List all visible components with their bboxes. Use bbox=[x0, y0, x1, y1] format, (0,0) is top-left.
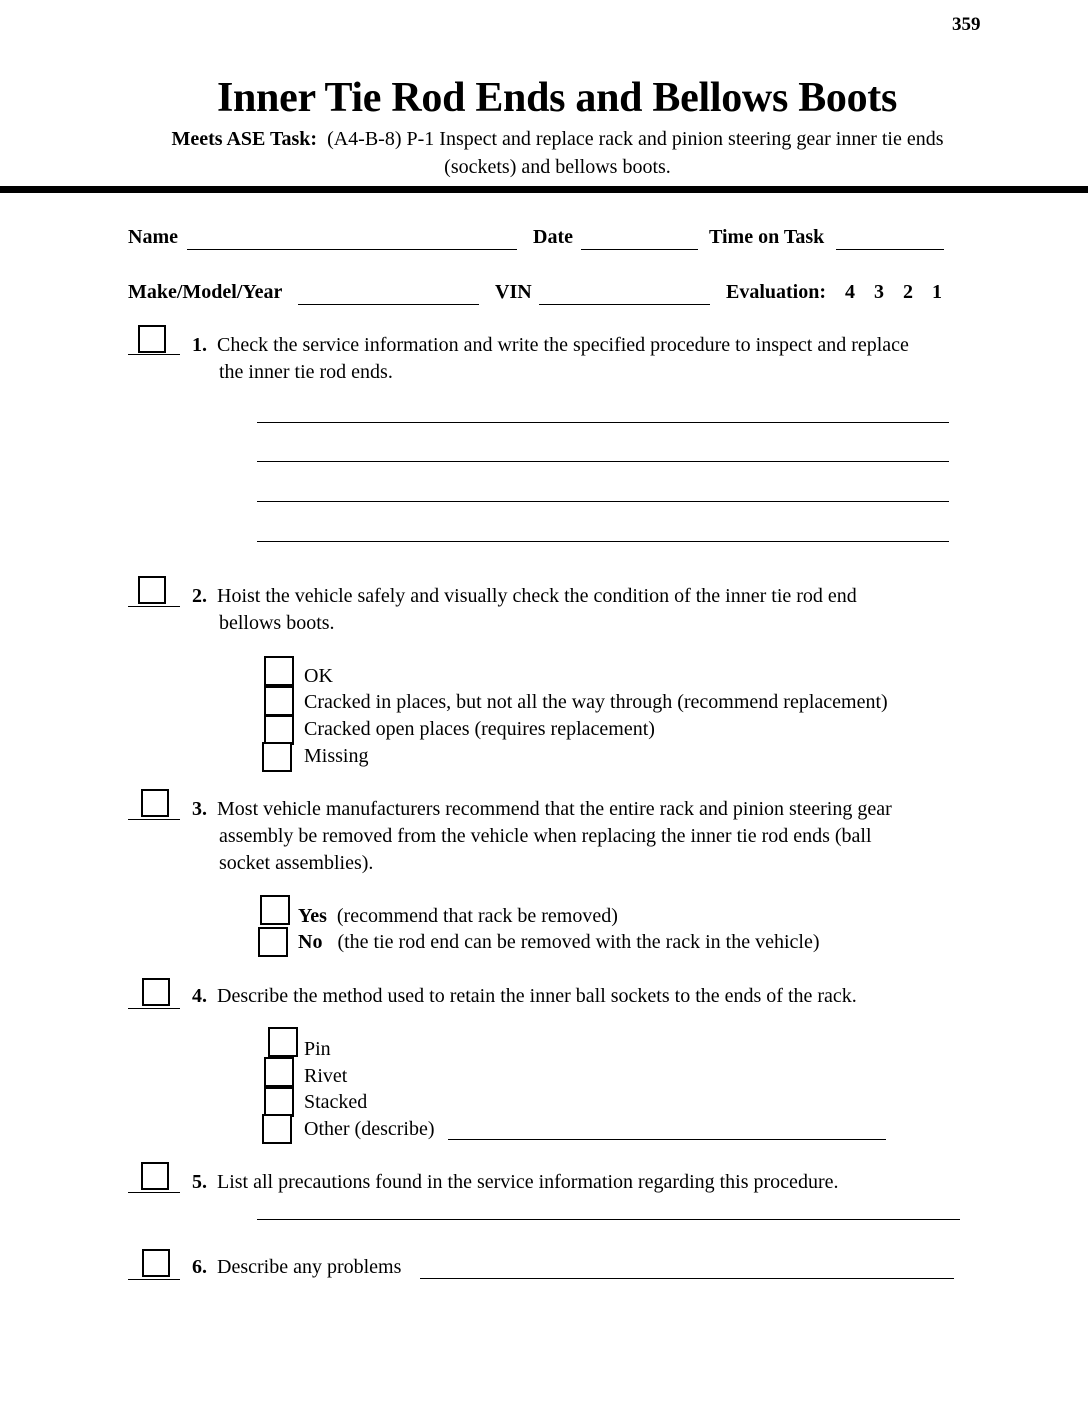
task-3-checkbox[interactable] bbox=[141, 789, 169, 817]
task-1-answer-line-4[interactable] bbox=[257, 541, 949, 542]
task-5-answer-line[interactable] bbox=[257, 1219, 960, 1220]
task-6-text bbox=[192, 1254, 401, 1281]
task-4-option-rivet-label: Rivet bbox=[304, 1065, 348, 1087]
make-model-year-label: Make/Model/Year bbox=[128, 281, 283, 303]
ase-task-description bbox=[130, 125, 985, 181]
date-field[interactable] bbox=[581, 229, 698, 250]
task-4-option-rivet-checkbox[interactable] bbox=[264, 1057, 294, 1087]
task-1-answer-line-3[interactable] bbox=[257, 501, 949, 502]
evaluation-score-3[interactable]: 3 bbox=[874, 281, 885, 303]
task-1-line1: Check the service information and write the specified procedure to inspect and replace bbox=[217, 334, 909, 356]
task-4-option-stacked-label: Stacked bbox=[304, 1091, 368, 1113]
vin-field[interactable] bbox=[539, 284, 710, 305]
ase-task-text-line1: (A4-B-8) P-1 Inspect and replace rack and pinion steering gear inner tie ends bbox=[327, 128, 944, 150]
task-2-line1: Hoist the vehicle safely and visually check the condition of the inner tie rod end bbox=[217, 585, 857, 607]
task-6-checkbox[interactable] bbox=[142, 1249, 170, 1277]
task-1-initials-line bbox=[128, 354, 180, 355]
date-label: Date bbox=[533, 226, 573, 248]
name-label: Name bbox=[128, 226, 178, 248]
make-model-year-field[interactable] bbox=[298, 284, 479, 305]
task-4-option-stacked-checkbox[interactable] bbox=[264, 1087, 294, 1117]
evaluation-score-1[interactable]: 1 bbox=[932, 281, 943, 303]
task-2-number: 2. bbox=[192, 585, 207, 607]
time-on-task-label: Time on Task bbox=[709, 226, 825, 248]
task-6-initials-line bbox=[128, 1279, 180, 1280]
task-5-line1: List all precautions found in the service information regarding this procedure. bbox=[217, 1171, 839, 1193]
task-3-option-no-checkbox[interactable] bbox=[258, 927, 288, 957]
task-3-text bbox=[192, 796, 892, 877]
task-4-initials-line bbox=[128, 1008, 180, 1009]
task-6-line1: Describe any problems bbox=[217, 1256, 402, 1278]
task-2-option-missing-label: Missing bbox=[304, 745, 369, 767]
task-4-option-pin-checkbox[interactable] bbox=[268, 1027, 298, 1057]
task-5-text bbox=[192, 1169, 838, 1196]
evaluation-group bbox=[726, 281, 942, 304]
task-3-option-yes-note: (recommend that rack be removed) bbox=[336, 905, 618, 927]
evaluation-score-4[interactable]: 4 bbox=[845, 281, 856, 303]
page-title: Inner Tie Rod Ends and Bellows Boots bbox=[216, 75, 898, 121]
task-2-option-cracked-open-checkbox[interactable] bbox=[264, 715, 294, 745]
evaluation-label: Evaluation: bbox=[726, 281, 827, 303]
task-5-number: 5. bbox=[192, 1171, 207, 1193]
task-1-text bbox=[192, 332, 909, 386]
task-4-option-pin-label: Pin bbox=[304, 1038, 331, 1060]
task-5-checkbox[interactable] bbox=[141, 1162, 169, 1190]
task-2-option-missing-checkbox[interactable] bbox=[262, 742, 292, 772]
task-3-line1: Most vehicle manufacturers recommend that the entire rack and pinion steering gear bbox=[217, 798, 892, 820]
task-6-number: 6. bbox=[192, 1256, 207, 1278]
time-on-task-field[interactable] bbox=[836, 229, 944, 250]
task-3-line2: assembly be removed from the vehicle when replacing the inner tie rod ends (ball bbox=[219, 825, 872, 847]
task-4-text bbox=[192, 983, 857, 1010]
task-3-number: 3. bbox=[192, 798, 207, 820]
task-1-checkbox[interactable] bbox=[138, 325, 166, 353]
task-2-line2: bellows boots. bbox=[219, 612, 335, 634]
ase-task-label: Meets ASE Task: bbox=[171, 128, 318, 150]
task-3-initials-line bbox=[128, 819, 180, 820]
task-1-answer-line-2[interactable] bbox=[257, 461, 949, 462]
task-3-option-no bbox=[298, 929, 819, 956]
task-4-line1: Describe the method used to retain the inner ball sockets to the ends of the rack. bbox=[217, 985, 857, 1007]
task-3-option-no-label: No bbox=[298, 931, 323, 953]
task-2-option-cracked-open-label: Cracked open places (requires replacement) bbox=[304, 718, 655, 740]
task-4-other-describe-line[interactable] bbox=[448, 1139, 886, 1140]
task-3-option-yes bbox=[298, 903, 618, 930]
evaluation-score-2[interactable]: 2 bbox=[903, 281, 914, 303]
vin-label: VIN bbox=[495, 281, 532, 303]
task-3-option-yes-checkbox[interactable] bbox=[260, 895, 290, 925]
task-6-answer-line[interactable] bbox=[420, 1278, 954, 1279]
task-3-line3: socket assemblies). bbox=[219, 852, 374, 874]
task-1-line2: the inner tie rod ends. bbox=[219, 361, 393, 383]
ase-task-text-line2: (sockets) and bellows boots. bbox=[444, 156, 671, 178]
task-4-option-other-label: Other (describe) bbox=[304, 1118, 435, 1140]
name-field[interactable] bbox=[187, 229, 517, 250]
header-divider bbox=[0, 186, 1088, 193]
task-5-initials-line bbox=[128, 1192, 180, 1193]
task-4-checkbox[interactable] bbox=[142, 978, 170, 1006]
task-2-option-cracked-partial-label: Cracked in places, but not all the way through (recommend replacement) bbox=[304, 691, 888, 713]
task-1-answer-line-1[interactable] bbox=[257, 422, 949, 423]
task-2-initials-line bbox=[128, 606, 180, 607]
task-4-number: 4. bbox=[192, 985, 207, 1007]
task-2-option-ok-checkbox[interactable] bbox=[264, 656, 294, 686]
task-3-option-no-note: (the tie rod end can be removed with the rack in the vehicle) bbox=[337, 931, 820, 953]
task-3-option-yes-label: Yes bbox=[298, 905, 327, 927]
task-4-option-other-checkbox[interactable] bbox=[262, 1114, 292, 1144]
task-2-text bbox=[192, 583, 857, 637]
task-2-option-cracked-partial-checkbox[interactable] bbox=[264, 686, 294, 716]
page-number: 359 bbox=[952, 14, 981, 35]
task-2-option-ok-label: OK bbox=[304, 665, 333, 687]
task-1-number: 1. bbox=[192, 334, 207, 356]
task-2-checkbox[interactable] bbox=[138, 576, 166, 604]
